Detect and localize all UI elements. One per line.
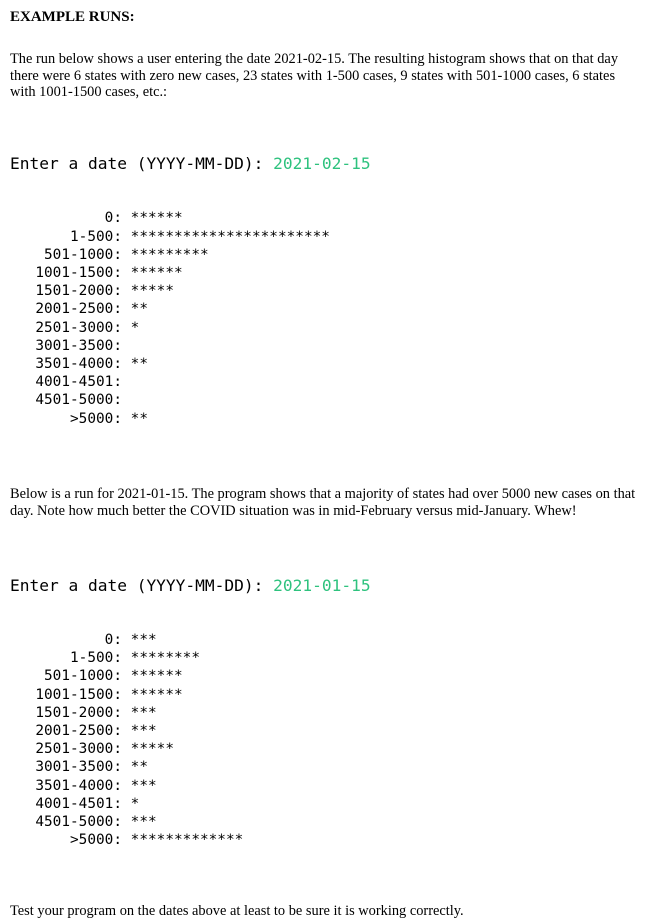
bin-bars: ** [130,301,148,318]
bin-bars: ***** [130,283,174,300]
bin-bars: *** [130,814,157,830]
bin-label: 0: [104,631,122,648]
bin-bars: *** [130,777,157,794]
middle-paragraph: Below is a run for 2021-01-15. The program shows that a majority of states had over 5000 new cases on that day. Note how much better the COVID situation was in mid-February versus mid-January. Whew! [10,486,636,519]
bin-label: 1501-2000: [35,283,122,300]
bin-bars: ** [130,355,148,372]
bin-bars: ****** [130,668,183,685]
bin-bars: ****** [130,264,183,281]
example-run-1 [10,118,640,465]
bin-bars: * [130,795,140,812]
bin-label: 4501-5000: [35,814,122,830]
histogram-rows [10,209,640,427]
bin-bars: ********* [130,246,209,263]
bin-label: 2501-3000: [35,741,122,758]
document-page [10,0,640,919]
histogram-row [10,686,640,704]
histogram-row [10,813,640,831]
histogram-row [10,264,640,282]
bin-bars: ************* [130,832,244,849]
histogram-row [10,228,640,246]
histogram-row [10,649,640,667]
bin-label: 3001-3500: [35,759,122,776]
histogram-rows [10,631,640,849]
bin-bars: *** [130,704,157,721]
section-heading: EXAMPLE RUNS: [10,9,135,25]
prompt-text: Enter a date (YYYY-MM-DD): [10,575,274,595]
closing-paragraph: Test your program on the dates above at least to be sure it is working correctly. [10,902,464,919]
histogram-row [10,300,640,318]
histogram-row [10,209,640,227]
bin-bars: *********************** [130,228,330,245]
histogram-row [10,391,640,409]
bin-label: 4501-5000: [35,392,122,409]
histogram-row [10,246,640,264]
histogram-row [10,319,640,337]
entered-date: 2021-01-15 [273,575,371,595]
bin-label: 4001-4501: [35,374,122,391]
bin-bars: ***** [130,741,174,758]
example-run-2 [10,539,640,886]
bin-label: 3001-3500: [35,337,122,354]
prompt-line [10,154,640,173]
histogram-row [10,722,640,740]
histogram-row [10,667,640,685]
bin-label: 1001-1500: [35,264,122,281]
histogram-row [10,831,640,849]
bin-label: 501-1000: [44,668,122,685]
histogram-row [10,337,640,355]
bin-label: 2501-3000: [35,319,122,336]
bin-label: >5000: [70,832,122,849]
bin-bars: ****** [130,210,183,227]
histogram-row [10,740,640,758]
bin-bars: ****** [130,686,183,703]
prompt-line [10,576,640,595]
prompt-text: Enter a date (YYYY-MM-DD): [10,153,274,173]
bin-bars: ** [130,410,148,427]
bin-label: >5000: [70,410,122,427]
histogram-row [10,282,640,300]
bin-bars: *** [130,722,157,739]
histogram-row [10,355,640,373]
bin-label: 2001-2500: [35,722,122,739]
bin-label: 1501-2000: [35,704,122,721]
bin-label: 0: [104,210,122,227]
bin-label: 1-500: [70,228,122,245]
bin-label: 3501-4000: [35,355,122,372]
histogram-row [10,795,640,813]
bin-label: 4001-4501: [35,795,122,812]
histogram-row [10,373,640,391]
bin-label: 501-1000: [44,246,122,263]
bin-bars: * [130,319,140,336]
intro-paragraph: The run below shows a user entering the date 2021-02-15. The resulting histogram shows that on that day there were 6 states with zero new cases, 23 states with 1-500 cases, 9 states with 501-1000 cases, 6 states with 1001-1500 cases, etc.: [10,51,619,100]
histogram-row [10,758,640,776]
histogram-row [10,704,640,722]
bin-bars: ** [130,759,148,776]
bin-label: 2001-2500: [35,301,122,318]
bin-bars: ******** [130,650,200,667]
bin-label: 3501-4000: [35,777,122,794]
histogram-row [10,410,640,428]
entered-date: 2021-02-15 [273,153,371,173]
bin-bars: *** [130,631,157,648]
histogram-row [10,631,640,649]
bin-label: 1-500: [70,650,122,667]
histogram-row [10,777,640,795]
bin-label: 1001-1500: [35,686,122,703]
